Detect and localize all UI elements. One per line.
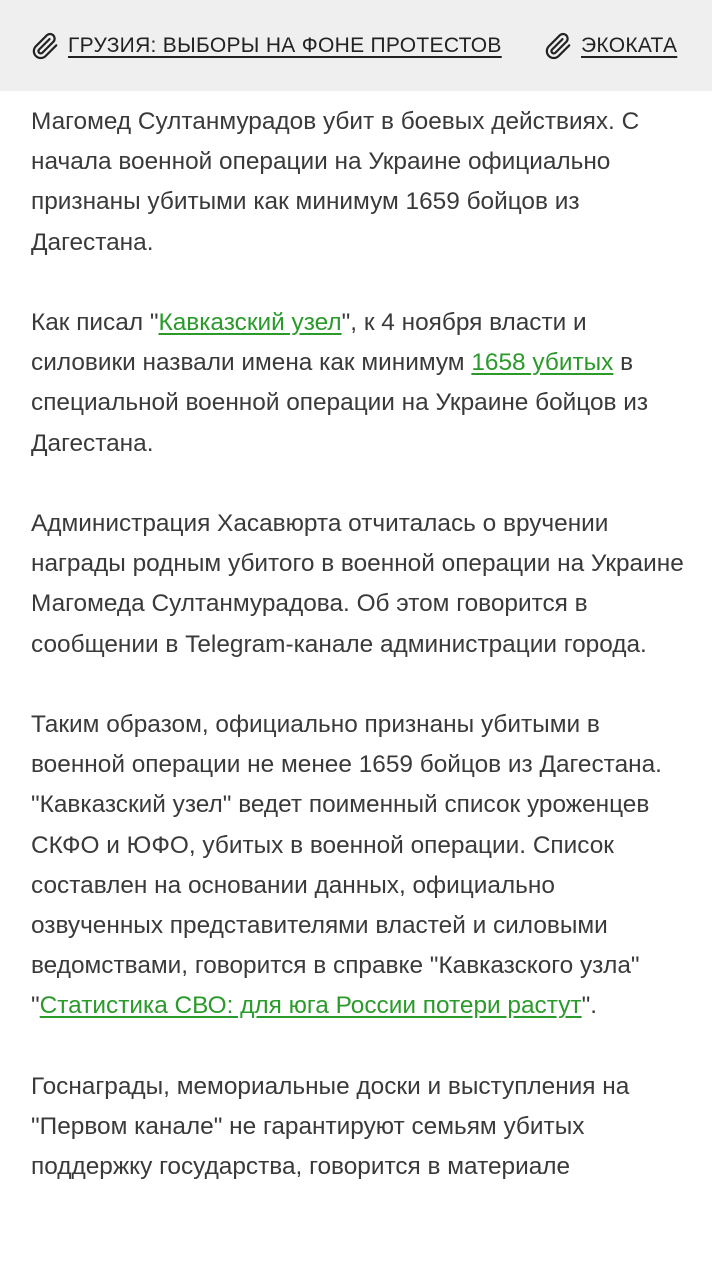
text-segment: в специальной военной операции на Украине бойцов из Дагестана. (31, 349, 649, 457)
tag-label: ГРУЗИЯ: ВЫБОРЫ НА ФОНЕ ПРОТЕСТОВ (68, 33, 502, 57)
paragraph-2 (31, 303, 691, 464)
tag-link-georgia-elections[interactable] (30, 0, 502, 91)
paperclip-icon (30, 31, 60, 61)
text-segment: Таким образом, официально признаны убитыми в военной операции не менее 1659 бойцов из Дагестана. "Кавказский узел" ведет поименный список уроженцев СКФО и ЮФО, убитых в военной операции. Список составлен на основании данных, официально озвученных представителями властей и силовыми ведомствами, говорится в справке "Кавказского узла" " (31, 711, 662, 1020)
paperclip-icon (543, 31, 573, 61)
link-kavkazsky-uzel[interactable]: Кавказский узел (158, 309, 342, 336)
link-1658-killed[interactable]: 1658 убитых (471, 349, 614, 377)
article-body (31, 102, 691, 1228)
tag-link-ecocatastrophe[interactable] (543, 0, 677, 91)
tag-label: ЭКОКАТА (581, 33, 678, 57)
paragraph-1: Магомед Султанмурадов убит в боевых действиях. С начала военной операции на Украине официально признаны убитыми как минимум 1659 бойцов из Дагестана. (31, 108, 640, 256)
paragraph-4 (31, 705, 691, 1027)
link-svo-statistics[interactable]: Статистика СВО: для юга России потери растут (39, 992, 582, 1020)
text-segment: ". (581, 992, 598, 1020)
tag-bar (0, 0, 712, 91)
paragraph-3: Администрация Хасавюрта отчиталась о вручении награды родным убитого в военной операции на Украине Магомеда Султанмурадова. Об этом говорится в сообщении в Telegram-канале администрации города. (31, 510, 684, 658)
text-segment: ", к 4 ноября власти и силовики назвали имена как минимум (31, 309, 587, 377)
paragraph-5: Госнаграды, мемориальные доски и выступления на "Первом канале" не гарантируют семьям убитых поддержку государства, говорится в материале (31, 1072, 630, 1181)
text-segment: Как писал " (31, 309, 159, 336)
